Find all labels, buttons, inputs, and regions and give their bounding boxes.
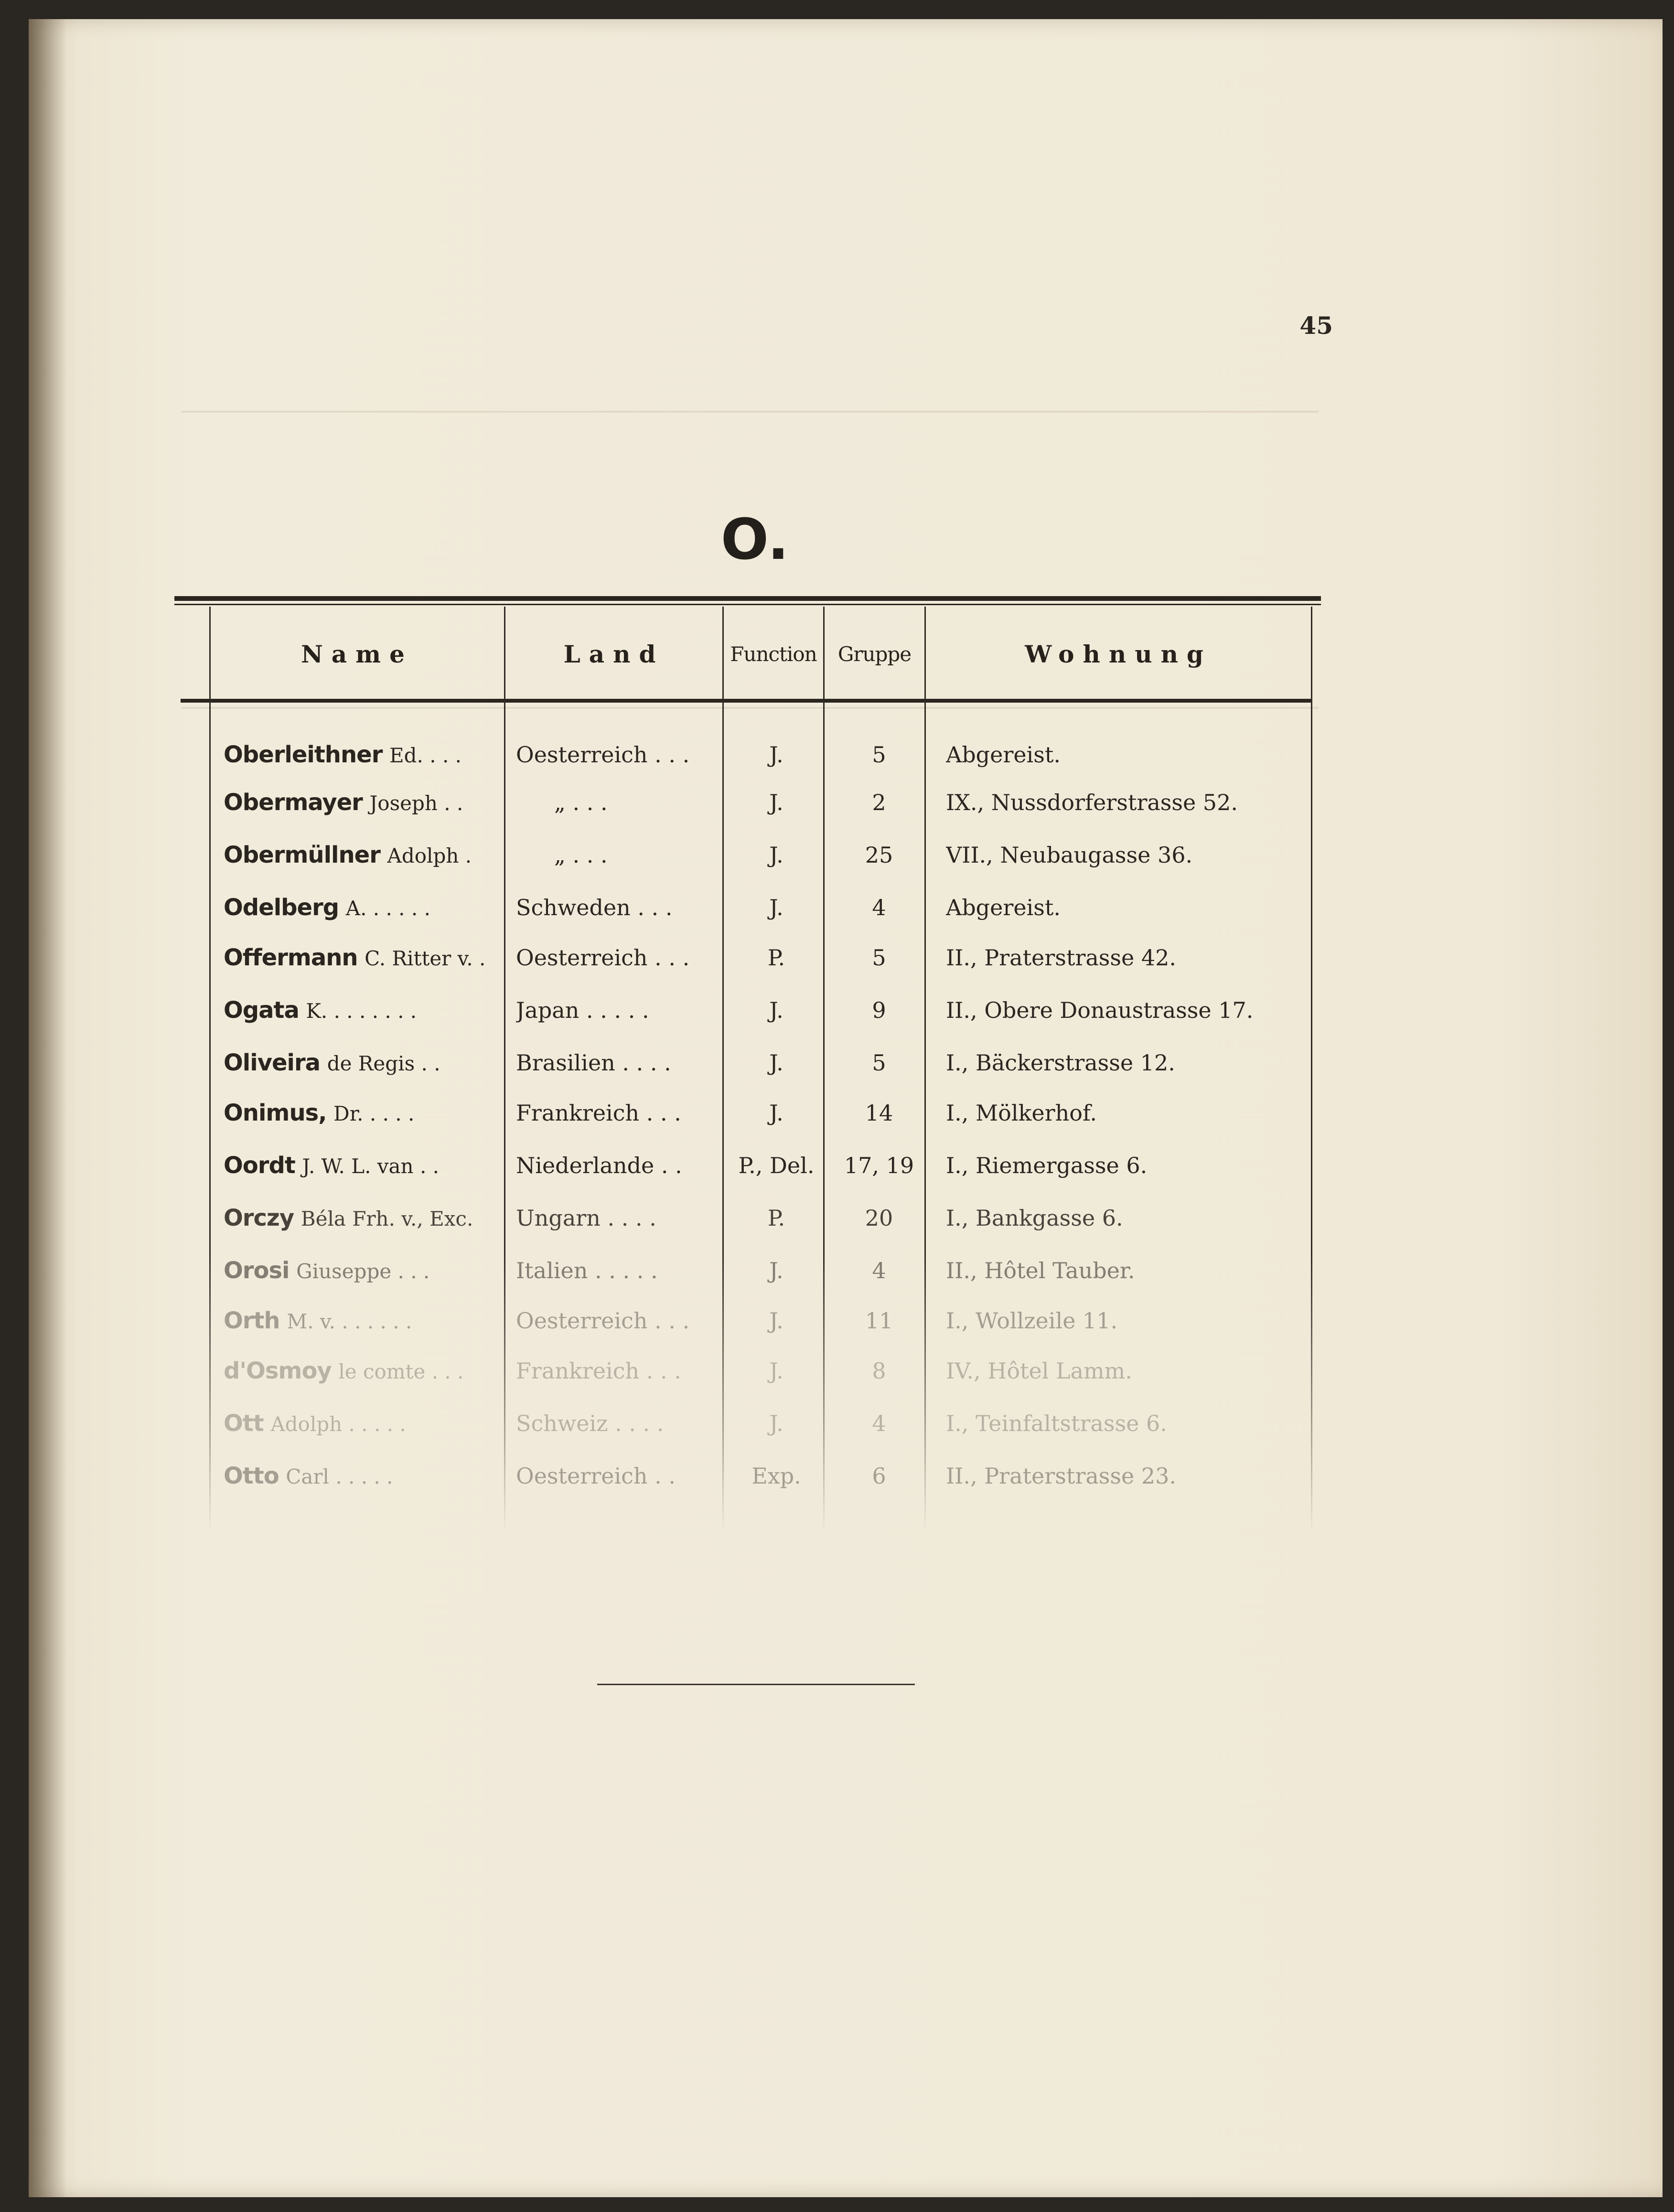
wohnung-cell: VII., Neubaugasse 36. bbox=[946, 842, 1193, 868]
wohnung-cell: I., Teinfaltstrasse 6. bbox=[946, 1411, 1167, 1436]
gruppe-cell: 8 bbox=[872, 1358, 886, 1384]
wohnung-cell: II., Hôtel Tauber. bbox=[946, 1258, 1135, 1283]
given-name: de Regis . . bbox=[327, 1052, 440, 1075]
end-of-section-rule bbox=[597, 1684, 915, 1685]
table-row bbox=[0, 1404, 1674, 1443]
name-cell bbox=[224, 836, 505, 874]
bleed-through-line bbox=[182, 411, 1319, 413]
land-cell: „ . . . bbox=[554, 842, 608, 868]
land-cell: Oesterreich . . . bbox=[516, 1308, 690, 1334]
surname: Oberleithner bbox=[224, 741, 383, 768]
function-cell: Exp. bbox=[751, 1463, 801, 1489]
table-row bbox=[0, 1146, 1674, 1185]
gruppe-cell: 5 bbox=[872, 945, 886, 971]
land-cell: Niederlande . . bbox=[516, 1153, 682, 1178]
gruppe-cell: 5 bbox=[872, 1050, 886, 1076]
table-row bbox=[0, 888, 1674, 927]
wohnung-cell: II., Praterstrasse 42. bbox=[946, 945, 1176, 971]
surname: Obermüllner bbox=[224, 842, 380, 868]
name-cell bbox=[224, 1146, 505, 1185]
name-cell bbox=[224, 939, 505, 977]
function-cell: P., Del. bbox=[738, 1153, 815, 1178]
gruppe-cell: 4 bbox=[872, 895, 886, 920]
land-cell: Japan . . . . . bbox=[516, 997, 649, 1023]
wohnung-cell: IV., Hôtel Lamm. bbox=[946, 1358, 1132, 1384]
name-cell bbox=[224, 1352, 505, 1390]
given-name: Joseph . . bbox=[369, 791, 463, 815]
table-top-rule-thick bbox=[174, 596, 1321, 601]
name-cell bbox=[224, 1044, 505, 1082]
gruppe-cell: 4 bbox=[872, 1411, 886, 1436]
gruppe-cell: 2 bbox=[872, 790, 886, 815]
land-cell: Oesterreich . . . bbox=[516, 742, 690, 768]
given-name: Béla Frh. v., Exc. bbox=[300, 1207, 473, 1230]
surname: Odelberg bbox=[224, 894, 339, 921]
land-cell: Brasilien . . . . bbox=[516, 1050, 671, 1076]
surname: Orosi bbox=[224, 1257, 290, 1284]
surname: Ott bbox=[224, 1410, 264, 1437]
table-top-rule-thin bbox=[174, 604, 1321, 605]
given-name: Carl . . . . . bbox=[286, 1465, 393, 1488]
gruppe-cell: 25 bbox=[865, 842, 893, 868]
header-gruppe: Gruppe bbox=[837, 642, 912, 666]
name-cell bbox=[224, 1251, 505, 1290]
given-name: Adolph . bbox=[387, 844, 472, 867]
table-header-rule bbox=[181, 699, 1311, 703]
land-cell: Oesterreich . . bbox=[516, 1463, 676, 1489]
section-letter: O. bbox=[720, 506, 789, 572]
name-cell bbox=[224, 736, 505, 774]
wohnung-cell: I., Wollzeile 11. bbox=[946, 1308, 1118, 1334]
name-cell bbox=[224, 991, 505, 1029]
surname: Oordt bbox=[224, 1152, 295, 1179]
wohnung-cell: IX., Nussdorferstrasse 52. bbox=[946, 790, 1238, 815]
table-row bbox=[0, 939, 1674, 977]
table-row bbox=[0, 1094, 1674, 1132]
header-function: Function bbox=[730, 642, 817, 666]
name-cell bbox=[224, 1404, 505, 1443]
table-row bbox=[0, 1251, 1674, 1290]
function-cell: J. bbox=[769, 895, 783, 920]
wohnung-cell: I., Bäckerstrasse 12. bbox=[946, 1050, 1175, 1076]
surname: d'Osmoy bbox=[224, 1357, 332, 1384]
given-name: A. . . . . . bbox=[345, 897, 430, 920]
wohnung-cell: II., Obere Donaustrasse 17. bbox=[946, 997, 1254, 1023]
table-row bbox=[0, 1302, 1674, 1340]
gruppe-cell: 14 bbox=[865, 1100, 893, 1126]
gruppe-cell: 5 bbox=[872, 742, 886, 768]
wohnung-cell: II., Praterstrasse 23. bbox=[946, 1463, 1176, 1489]
surname: Offermann bbox=[224, 944, 358, 971]
table-row bbox=[0, 783, 1674, 822]
header-wohnung: Wohnung bbox=[1025, 640, 1212, 668]
given-name: Dr. . . . . bbox=[333, 1102, 415, 1125]
name-cell bbox=[224, 1094, 505, 1132]
surname: Orth bbox=[224, 1307, 280, 1334]
name-cell bbox=[224, 1302, 505, 1340]
function-cell: J. bbox=[769, 1050, 783, 1076]
gruppe-cell: 17, 19 bbox=[844, 1153, 914, 1178]
table-row bbox=[0, 836, 1674, 874]
surname: Onimus, bbox=[224, 1100, 327, 1126]
function-cell: J. bbox=[769, 790, 783, 815]
surname: Oliveira bbox=[224, 1049, 321, 1076]
gruppe-cell: 20 bbox=[865, 1205, 893, 1231]
function-cell: P. bbox=[767, 945, 785, 971]
function-cell: J. bbox=[769, 1411, 783, 1436]
land-cell: Schweden . . . bbox=[516, 895, 673, 920]
given-name: le comte . . . bbox=[338, 1360, 464, 1383]
land-cell: Frankreich . . . bbox=[516, 1358, 681, 1384]
given-name: C. Ritter v. . bbox=[365, 947, 486, 970]
table-row bbox=[0, 736, 1674, 774]
function-cell: P. bbox=[767, 1205, 785, 1231]
table-row bbox=[0, 991, 1674, 1029]
surname: Ogata bbox=[224, 997, 299, 1024]
name-cell bbox=[224, 1199, 505, 1237]
name-cell bbox=[224, 783, 505, 822]
header-land: Land bbox=[563, 640, 665, 668]
land-cell: Frankreich . . . bbox=[516, 1100, 681, 1126]
wohnung-cell: I., Mölkerhof. bbox=[946, 1100, 1097, 1126]
wohnung-cell: I., Riemergasse 6. bbox=[946, 1153, 1148, 1178]
table-row bbox=[0, 1352, 1674, 1390]
surname: Otto bbox=[224, 1463, 279, 1489]
gruppe-cell: 6 bbox=[872, 1463, 886, 1489]
function-cell: J. bbox=[769, 1258, 783, 1283]
given-name: M. v. . . . . . . bbox=[287, 1310, 412, 1333]
function-cell: J. bbox=[769, 997, 783, 1023]
page-number: 45 bbox=[1299, 311, 1333, 340]
wohnung-cell: Abgereist. bbox=[946, 742, 1061, 768]
surname: Obermayer bbox=[224, 789, 363, 816]
header-name: Name bbox=[301, 640, 413, 668]
given-name: J. W. L. van . . bbox=[302, 1154, 440, 1178]
function-cell: J. bbox=[769, 842, 783, 868]
given-name: Giuseppe . . . bbox=[296, 1260, 430, 1283]
land-cell: Schweiz . . . . bbox=[516, 1411, 664, 1436]
function-cell: J. bbox=[769, 742, 783, 768]
function-cell: J. bbox=[769, 1308, 783, 1334]
table-row bbox=[0, 1457, 1674, 1495]
table-row bbox=[0, 1044, 1674, 1082]
given-name: Ed. . . . bbox=[389, 744, 461, 767]
function-cell: J. bbox=[769, 1358, 783, 1384]
gruppe-cell: 4 bbox=[872, 1258, 886, 1283]
given-name: Adolph . . . . . bbox=[270, 1412, 406, 1436]
given-name: K. . . . . . . . bbox=[306, 999, 417, 1023]
function-cell: J. bbox=[769, 1100, 783, 1126]
name-cell bbox=[224, 888, 505, 927]
gruppe-cell: 9 bbox=[872, 997, 886, 1023]
table-row bbox=[0, 1199, 1674, 1237]
land-cell: Oesterreich . . . bbox=[516, 945, 690, 971]
wohnung-cell: I., Bankgasse 6. bbox=[946, 1205, 1123, 1231]
name-cell bbox=[224, 1457, 505, 1495]
land-cell: „ . . . bbox=[554, 790, 608, 815]
surname: Orczy bbox=[224, 1205, 294, 1231]
gruppe-cell: 11 bbox=[865, 1308, 893, 1334]
land-cell: Italien . . . . . bbox=[516, 1258, 658, 1283]
wohnung-cell: Abgereist. bbox=[946, 895, 1061, 920]
bleed-through-line bbox=[182, 707, 1319, 709]
land-cell: Ungarn . . . . bbox=[516, 1205, 656, 1231]
